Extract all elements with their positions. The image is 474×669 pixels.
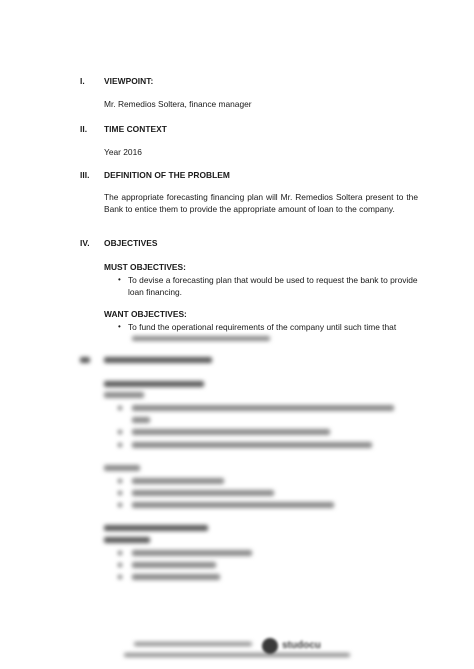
blurred-line	[132, 442, 372, 448]
problem-text: The appropriate forecasting financing plan will Mr. Remedios Soltera present to the Bank to entice them to provide the appropriate amount of loan to the company.	[104, 192, 418, 215]
section-title: DEFINITION OF THE PROBLEM	[104, 170, 230, 180]
blurred-line	[104, 465, 140, 471]
section-number: IV.	[80, 238, 90, 248]
blurred-line	[104, 381, 204, 387]
bullet-icon: •	[118, 275, 121, 284]
bullet-icon	[118, 575, 122, 579]
blurred-line	[104, 357, 212, 363]
blurred-line	[132, 417, 150, 423]
footer-logo-text: studocu	[282, 640, 321, 651]
section-title: TIME CONTEXT	[104, 124, 167, 134]
bullet-icon	[118, 491, 122, 495]
bullet-icon	[118, 443, 122, 447]
section-title: OBJECTIVES	[104, 238, 158, 248]
blurred-line	[132, 574, 220, 580]
bullet-icon	[118, 563, 122, 567]
blurred-line	[104, 392, 144, 398]
blurred-line	[132, 336, 270, 341]
blurred-footer-line	[124, 653, 350, 657]
must-objective-item	[104, 274, 418, 298]
blurred-line	[132, 550, 252, 556]
bullet-icon	[118, 479, 122, 483]
blurred-line	[104, 525, 208, 531]
bullet-icon	[118, 551, 122, 555]
blurred-line	[132, 429, 330, 435]
bullet-icon	[118, 406, 122, 410]
blurred-line	[132, 502, 334, 508]
want-objective-text: To fund the operational requirements of the company until such time that	[128, 322, 397, 332]
blurred-line	[132, 478, 224, 484]
section-title: VIEWPOINT:	[104, 76, 154, 86]
blurred-footer-line	[134, 642, 252, 646]
section-number: I.	[80, 76, 85, 86]
section-number: III.	[80, 170, 90, 180]
section-number: II.	[80, 124, 88, 134]
blurred-line	[132, 490, 274, 496]
blurred-line	[132, 562, 216, 568]
bullet-icon	[118, 430, 122, 434]
want-objectives-label: WANT OBJECTIVES:	[104, 309, 187, 319]
blurred-line	[104, 537, 150, 543]
bullet-icon: •	[118, 322, 121, 331]
must-objective-text: To devise a forecasting plan that would be used to request the bank to provide loan financing.	[128, 275, 418, 298]
viewpoint-text: Mr. Remedios Soltera, finance manager	[104, 99, 252, 109]
bullet-icon	[118, 503, 122, 507]
studocu-logo-icon	[262, 638, 278, 654]
blurred-line	[80, 357, 90, 363]
time-context-text: Year 2016	[104, 147, 142, 157]
want-objective-item	[104, 321, 418, 333]
blurred-line	[132, 405, 394, 411]
must-objectives-label: MUST OBJECTIVES:	[104, 262, 186, 272]
